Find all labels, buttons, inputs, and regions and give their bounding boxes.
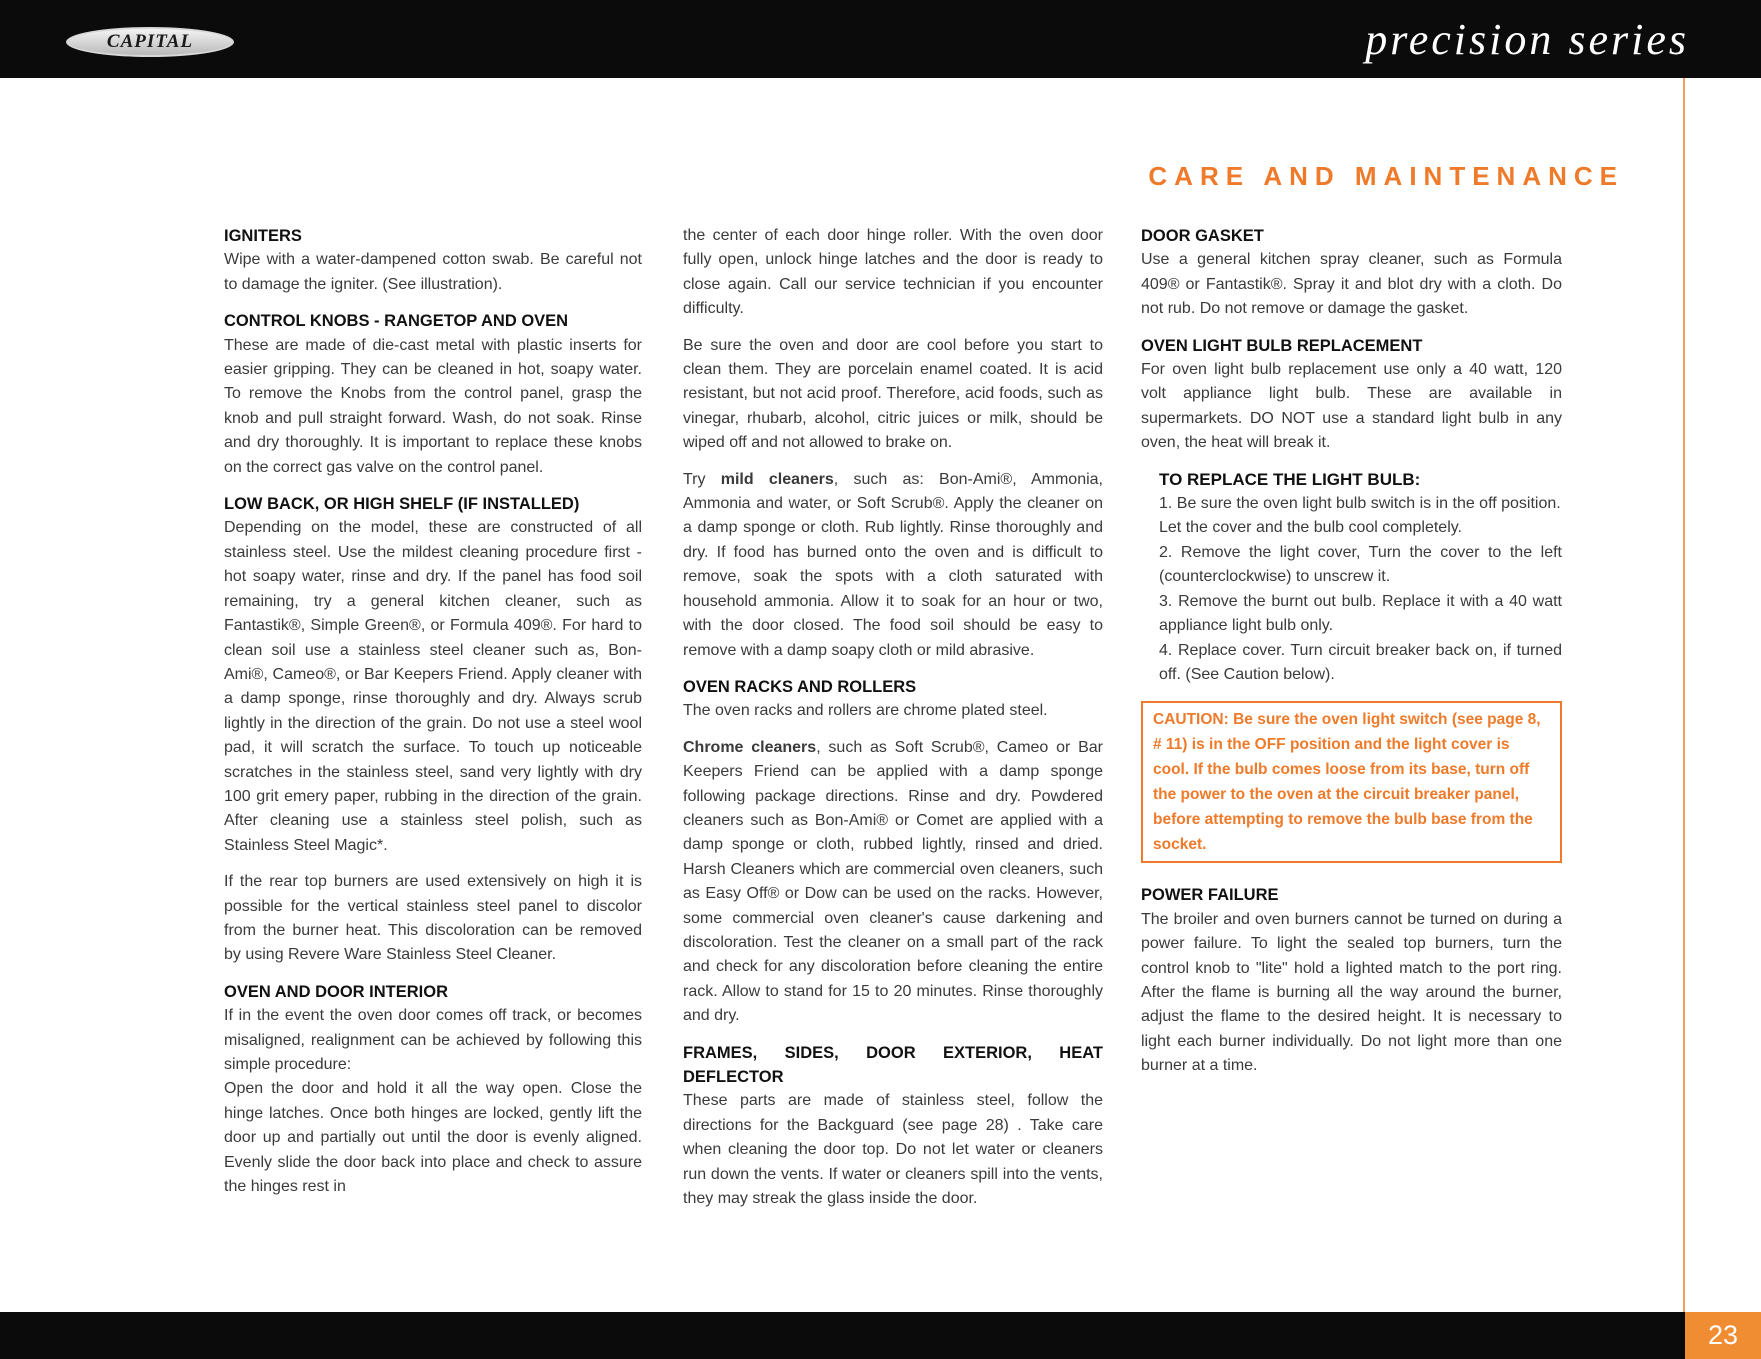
logo-text: CAPITAL	[106, 31, 194, 52]
low-back-text: Depending on the model, these are constructed of all stainless steel. Use the mildest cleaning procedure first - hot soapy water, rinse and dry. If the panel has food soil remaining, try a general kitchen cleaner, such as Fantastik®, Simple Green®, or Formula 409®. For hard to clean soil use a stainless steel cleaner such as, Bon-Ami®, Cameo®, or Bar Keepers Friend. Apply cleaner with a damp sponge, rinse thoroughly and dry. Always scrub lightly in the direction of the grain. Do not use a steel wool pad, it will scratch the surface. To touch up noticeable scratches in the stainless steel, sand very lightly with dry 100 grit emery paper, rubbing in the direction of the grain. After cleaning use a stainless steel polish, such as Stainless Steel Magic*.	[224, 519, 642, 854]
door-gasket-text: Use a general kitchen spray cleaner, such as Formula 409® or Fantastik®. Spray it and blot dry with a cloth. Do not rub. Do not remove or damage the gasket.	[1141, 251, 1562, 318]
rear-burners-text: If the rear top burners are used extensively on high it is possible for the vertical stainless steel panel to discolor from the burner heat. This discoloration can be removed by using Revere Ware Stainless Steel Cleaner.	[224, 873, 642, 964]
mild-cleaners-paragraph	[683, 468, 1103, 663]
light-bulb-text: For oven light bulb replacement use only a 40 watt, 120 volt appliance light bulb. These are available in supermarkets. DO NOT use a standard light bulb in any oven, the heat will break it.	[1141, 361, 1562, 452]
chrome-cleaners-bold: Chrome cleaners	[683, 738, 817, 756]
mild-cleaners-text: , such as: Bon-Ami®, Ammonia, Ammonia and water, or Soft Scrub®. Apply the cleaner on a damp sponge or cloth. Rub lightly. Rinse thoroughly and dry. If food has burned onto the oven and is difficult to remove, soak the spots with a cloth saturated with household ammonia. Allow it to soak for an hour or two, with the door closed. The food soil should be easy to remove with a damp soapy cloth or mild abrasive.	[683, 470, 1104, 659]
power-failure-text: The broiler and oven burners cannot be turned on during a power failure. To light the sealed top burners, turn the control knob to "lite" hold a lighted match to the port ring. After the flame is burning all the way around the burner, adjust the flame to the desired height. It is necessary to light each burner individually. Do not light more than one burner at a time.	[1141, 910, 1562, 1075]
oven-racks-heading: OVEN RACKS AND ROLLERS	[683, 677, 917, 696]
column-1	[224, 224, 642, 1199]
frames-heading: FRAMES, SIDES, DOOR EXTERIOR, HEAT DEFLECTOR	[683, 1043, 1103, 1086]
footer-bar	[0, 1312, 1761, 1359]
frames-text: These parts are made of stainless steel, follow the directions for the Backguard (see page 28) . Take care when cleaning the door top. Do not let water or cleaners run down the vents. If water or cleaners spill into the vents, they may streak the glass inside the door.	[683, 1092, 1103, 1208]
column-3	[1141, 224, 1562, 1079]
chrome-cleaners-paragraph	[683, 736, 1103, 1029]
control-knobs-heading: CONTROL KNOBS - RANGETOP AND OVEN	[224, 312, 569, 331]
step-1b: Let the cover and the bulb cool completely.	[1159, 519, 1462, 537]
section-title: CARE AND MAINTENANCE	[1148, 161, 1624, 191]
orange-divider-line	[1683, 78, 1685, 1312]
hinge-continued-text: the center of each door hinge roller. With the oven door fully open, unlock hinge latches and the door is ready to close again. Call our service technician if you encounter difficulty.	[683, 227, 1103, 318]
replace-bulb-steps	[1159, 492, 1562, 687]
series-title: precision series	[1365, 15, 1689, 64]
oven-door-interior-text-1: If in the event the oven door comes off track, or becomes misaligned, realignment can be achieved by following this simple procedure:	[224, 1007, 642, 1073]
caution-box: CAUTION: Be sure the oven light switch (see page 8, # 11) is in the OFF position and the light cover is cool. If the bulb comes loose from its base, turn off the power to the oven at the circuit breaker panel, before attempting to remove the bulb base from the socket.	[1141, 701, 1562, 863]
mild-cleaners-bold: mild cleaners	[720, 470, 834, 488]
control-knobs-text: These are made of die-cast metal with plastic inserts for easier gripping. They can be cleaned in hot, soapy water. To remove the Knobs from the control panel, grasp the knob and pull straight forward. Wash, do not soak. Rinse and dry thoroughly. It is important to replace these knobs on the correct gas valve on the control panel.	[224, 336, 642, 476]
page-number: 23	[1685, 1312, 1761, 1359]
igniters-text: Wipe with a water-dampened cotton swab. Be careful not to damage the igniter. (See illustration).	[224, 251, 642, 293]
column-2	[683, 224, 1103, 1211]
light-bulb-heading: OVEN LIGHT BULB REPLACEMENT	[1141, 336, 1423, 355]
try-prefix: Try	[683, 470, 721, 488]
step-3: 3. Remove the burnt out bulb. Replace it with a 40 watt appliance light bulb only.	[1159, 592, 1562, 635]
igniters-heading: IGNITERS	[224, 227, 302, 245]
power-failure-heading: POWER FAILURE	[1141, 886, 1279, 905]
oven-racks-text: The oven racks and rollers are chrome plated steel.	[683, 702, 1048, 720]
oven-door-interior-text-2: Open the door and hold it all the way open. Close the hinge latches. Once both hinges are locked, gently lift the door up and partially out until the door is evenly aligned. Evenly slide the door back into place and check to assure the hinges rest in	[224, 1080, 642, 1196]
step-4: 4. Replace cover. Turn circuit breaker back on, if turned off. (See Caution below).	[1159, 641, 1562, 683]
replace-bulb-heading: TO REPLACE THE LIGHT BULB:	[1159, 469, 1421, 489]
door-gasket-heading: DOOR GASKET	[1141, 227, 1264, 245]
low-back-heading: LOW BACK, OR HIGH SHELF (IF INSTALLED)	[224, 495, 580, 514]
cool-before-clean-text: Be sure the oven and door are cool before you start to clean them. They are porcelain enamel coated. It is acid resistant, but not acid proof. Therefore, acid foods, such as vinegar, rhubarb, alcohol, citric juices or milk, should be wiped off and not allowed to brake on.	[683, 336, 1103, 452]
oven-door-interior-heading: OVEN AND DOOR INTERIOR	[224, 982, 448, 1001]
step-2: 2. Remove the light cover, Turn the cover to the left (counterclockwise) to unscrew it.	[1159, 543, 1562, 586]
capital-logo	[66, 27, 234, 57]
chrome-cleaners-text: , such as Soft Scrub®, Cameo or Bar Keepers Friend can be applied with a damp sponge following package directions. Rinse and dry. Powdered cleaners such as Bon-Ami® or Comet are applied with a damp sponge or cloth, rubbed lightly, rinsed and dried. Harsh Cleaners which are commercial oven cleaners, such as Easy Off® or Dow can be used on the racks. However, some commercial oven cleaner's cause darkening and discoloration. Test the cleaner on a small part of the rack and check for any discoloration before cleaning the entire rack. Allow to stand for 15 to 20 minutes. Rinse thoroughly and dry.	[683, 738, 1104, 1025]
step-1: 1. Be sure the oven light bulb switch is in the off position.	[1159, 495, 1561, 513]
